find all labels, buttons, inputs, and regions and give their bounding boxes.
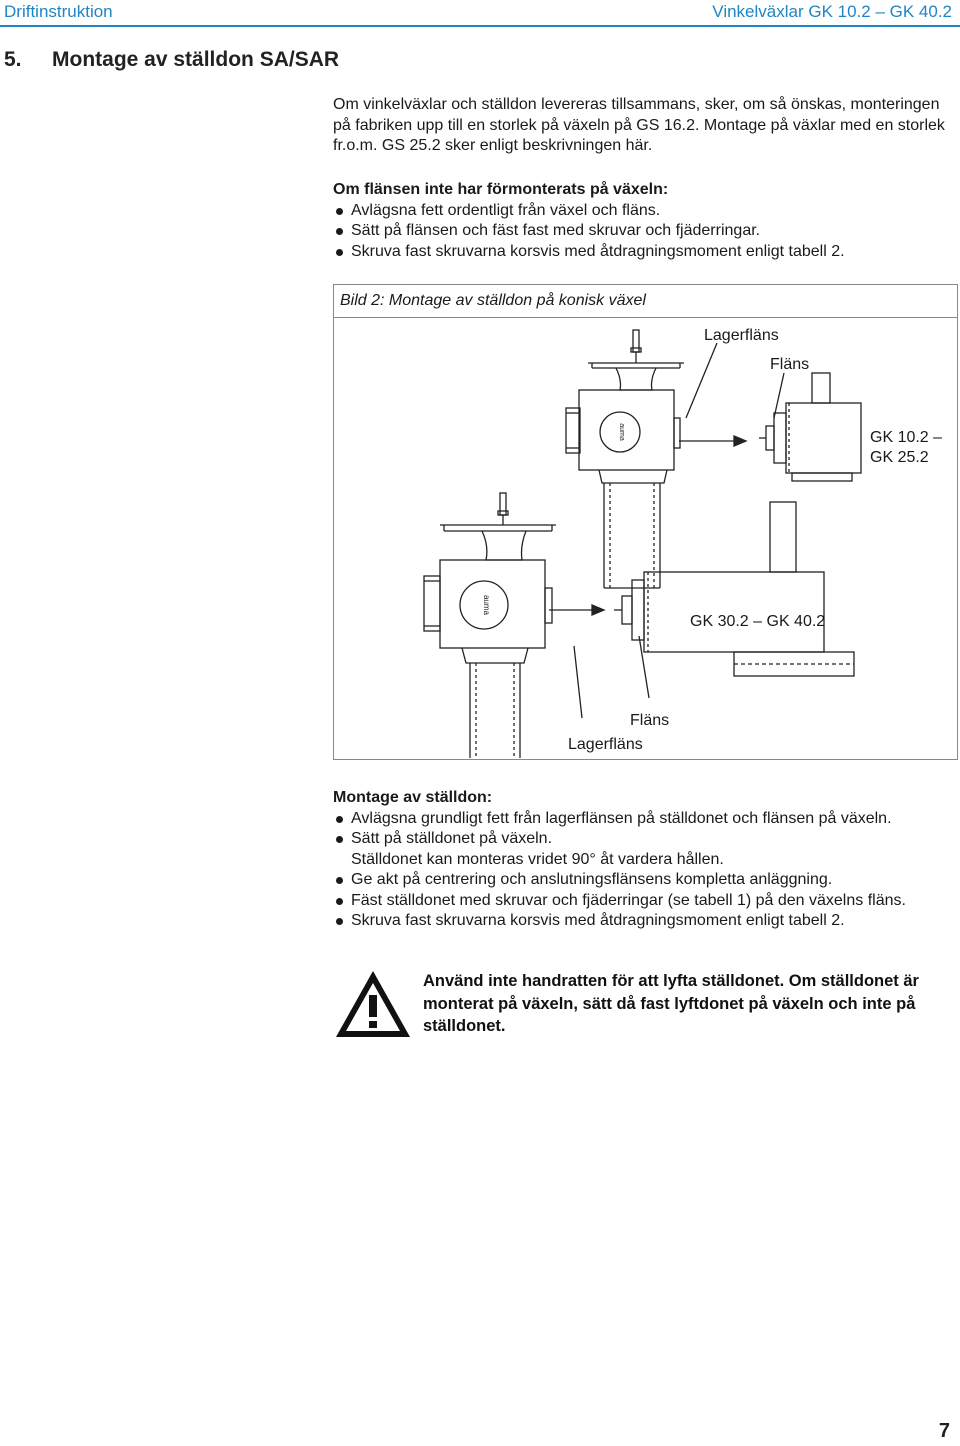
mounting-list [333, 809, 958, 850]
mounting-instructions [333, 788, 958, 932]
list-item: Skruva fast skruvarna korsvis med åtdragningsmoment enligt tabell 2. [333, 242, 953, 263]
actuator-bottom-drawing [424, 493, 556, 758]
svg-text:auma: auma [618, 423, 625, 441]
figure-caption-bar [334, 285, 957, 318]
list-item: Skruva fast skruvarna korsvis med åtdragningsmoment enligt tabell 2. [333, 911, 958, 932]
section-heading [4, 48, 339, 72]
intro-paragraph: Om vinkelväxlar och ställdon levereras tillsammans, sker, om så önskas, monteringen på fabriken upp till en storlek på växeln på GS 16.2. Montage på växlar med en storlek fr.o.m. GS 25.2 sker enligt beskrivningen här. [333, 96, 945, 154]
figure-caption: Bild 2: Montage av ställdon på konisk växel [340, 292, 646, 309]
flange-instructions [333, 180, 953, 262]
label-flans-top: Fläns [770, 356, 810, 373]
label-flans-bottom: Fläns [630, 712, 670, 729]
warning-triangle-icon [333, 968, 413, 1040]
flange-list [333, 201, 953, 263]
list-item: Sätt på ställdonet på växeln. [333, 829, 958, 850]
page-number: 7 [938, 1420, 950, 1442]
svg-text:auma: auma [482, 594, 491, 616]
label-gk-small-1: GK 10.2 – [870, 429, 943, 446]
label-lagerflans-top: Lagerfläns [704, 327, 779, 344]
label-gk-large: GK 30.2 – GK 40.2 [690, 613, 826, 630]
list-item: Avlägsna fett ordentligt från växel och fläns. [333, 201, 953, 222]
figure-box [333, 284, 958, 760]
gearbox-small-drawing [759, 373, 861, 481]
rotation-note: Ställdonet kan monteras vridet 90° åt vardera hållen. [351, 850, 724, 868]
list-item: Sätt på flänsen och fäst fast med skruvar och fjäderringar. [333, 221, 953, 242]
header-rule [0, 25, 960, 27]
section-title: Montage av ställdon SA/SAR [52, 48, 340, 71]
label-lagerflans-bottom: Lagerfläns [568, 736, 643, 753]
gearbox-large-drawing [614, 502, 854, 676]
list-item: Fäst ställdonet med skruvar och fjäderringar (se tabell 1) på den växelns fläns. [333, 891, 958, 912]
header-doc-title: Vinkelväxlar GK 10.2 – GK 40.2 [712, 2, 952, 21]
warning-text: Använd inte handratten för att lyfta ställdonet. Om ställdonet är monterat på växeln, sätt då fast lyftdonet på växeln och inte på ställdonet. [423, 972, 919, 1035]
mounting-list-cont [333, 870, 958, 932]
assembly-drawing [334, 318, 957, 759]
list-item: Ge akt på centrering och anslutningsflänsens kompletta anläggning. [333, 870, 958, 891]
mounting-heading: Montage av ställdon: [333, 789, 493, 806]
section-number: 5. [4, 48, 22, 71]
actuator-top-drawing [566, 330, 684, 588]
header-doc-type: Driftinstruktion [4, 2, 113, 21]
list-item: Avlägsna grundligt fett från lagerflänsen på ställdonet och flänsen på växeln. [333, 809, 958, 830]
page-header [0, 0, 960, 26]
label-gk-small-2: GK 25.2 [870, 449, 929, 466]
flange-heading: Om flänsen inte har förmonterats på växeln: [333, 181, 669, 198]
